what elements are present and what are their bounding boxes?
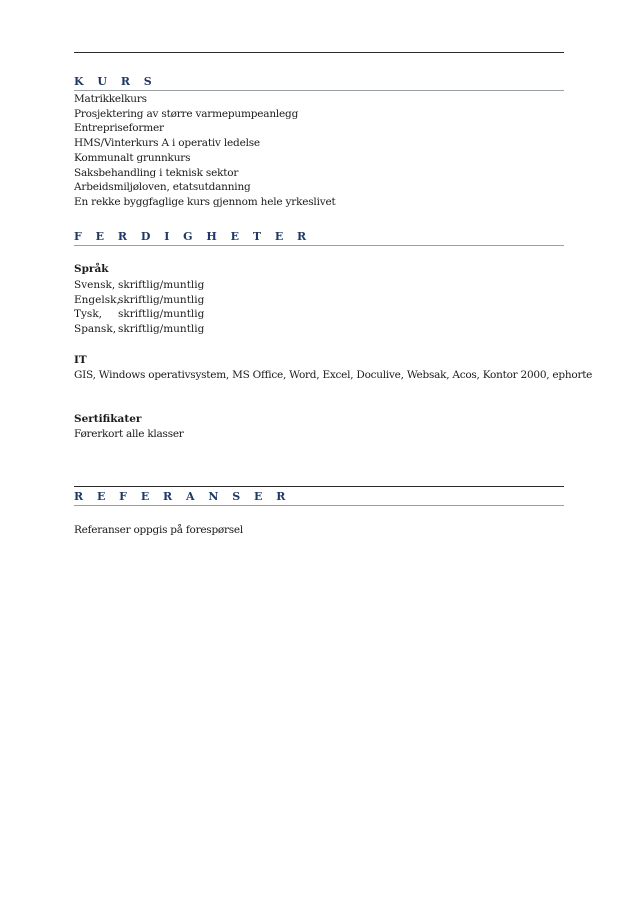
language-level: skriftlig/muntlig <box>118 279 205 291</box>
list-item <box>74 322 574 337</box>
it-skills-text: GIS, Windows operativsystem, MS Office, Word, Excel, Doculive, Websak, Acos, Kontor 2000, ephorte <box>74 369 593 381</box>
list-item: Arbeidsmiljøloven, etatsutdanning <box>74 181 251 194</box>
list-item: En rekke byggfaglige kurs gjennom hele yrkeslivet <box>74 195 336 208</box>
list-item: Kommunalt grunnkurs <box>74 151 191 164</box>
ferdigheter-heading: F E R D I G H E T E R <box>74 230 564 246</box>
list-item: Entrepriseformer <box>74 122 164 135</box>
language-name: Svensk, <box>74 279 116 291</box>
list-item <box>74 293 574 308</box>
language-name: Spansk, <box>74 323 117 336</box>
sertifikater-title: Sertifikater <box>74 413 142 425</box>
list-item <box>74 278 574 293</box>
language-name: Tysk, <box>74 308 103 321</box>
it-title: IT <box>74 354 87 366</box>
kurs-list <box>74 92 574 210</box>
referanser-heading: R E F E R A N S E R <box>74 490 564 506</box>
sprak-title: Språk <box>74 263 109 275</box>
language-level: skriftlig/muntlig <box>118 323 205 336</box>
list-item: Saksbehandling i teknisk sektor <box>74 166 239 179</box>
list-item <box>74 307 574 322</box>
sertifikater-text: Førerkort alle klasser <box>74 428 184 440</box>
referanser-divider <box>74 486 564 487</box>
list-item: Matrikkelkurs <box>74 93 147 105</box>
language-list <box>74 278 574 337</box>
language-level: skriftlig/muntlig <box>118 308 205 321</box>
kurs-heading: K U R S <box>74 75 564 91</box>
list-item: Prosjektering av større varmepumpeanlegg <box>74 107 299 120</box>
language-name: Engelsk, <box>74 293 120 306</box>
referanser-text: Referanser oppgis på forespørsel <box>74 524 243 536</box>
top-divider <box>74 52 564 53</box>
list-item: HMS/Vinterkurs A i operativ ledelse <box>74 137 260 150</box>
language-level: skriftlig/muntlig <box>118 293 205 306</box>
